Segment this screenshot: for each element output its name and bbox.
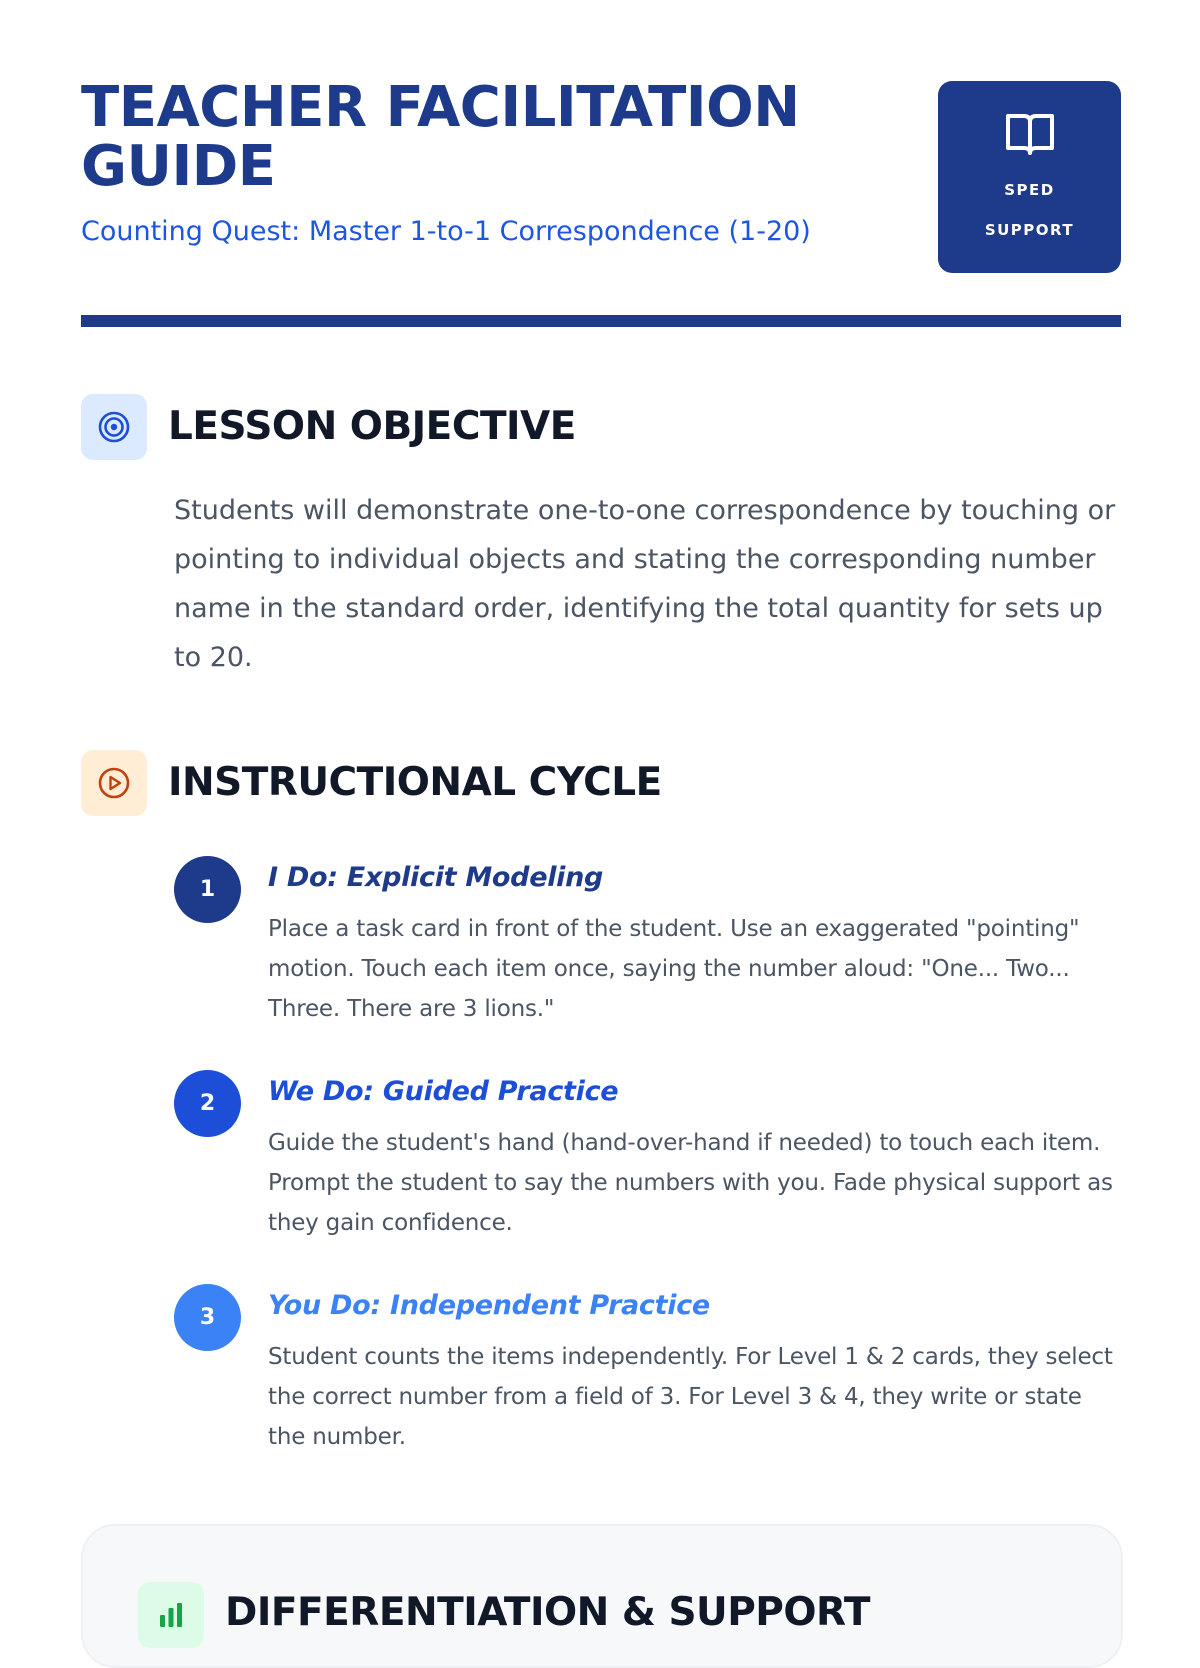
step-title: You Do: Independent Practice (268, 1290, 710, 1321)
open-book-icon (1004, 109, 1056, 157)
objective-icon-box (81, 394, 147, 460)
step-number-badge: 1 (174, 856, 241, 923)
differentiation-card (81, 1524, 1123, 1668)
step-text: Place a task card in front of the student. Use an exaggerated "pointing" motion. Touch each item once, saying the number aloud: "One... Two... Three. There are 3 lions." (268, 916, 1080, 1022)
step-number-badge: 2 (174, 1070, 241, 1137)
cycle-title: INSTRUCTIONAL CYCLE (168, 760, 662, 805)
sped-support-badge (938, 81, 1121, 273)
cycle-step (174, 856, 1124, 1026)
cycle-step (174, 1070, 1124, 1240)
guide-header (81, 75, 1121, 274)
objective-title: LESSON OBJECTIVE (168, 404, 576, 449)
step-title: I Do: Explicit Modeling (268, 862, 604, 893)
objective-text: Students will demonstrate one-to-one correspondence by touching or pointing to individual objects and stating the corresponding number name in the standard order, identifying the total quantity for sets up to 20. (174, 495, 1116, 673)
differentiation-title: DIFFERENTIATION & SUPPORT (225, 1590, 870, 1635)
play-circle-icon (98, 767, 130, 799)
step-number-badge: 3 (174, 1284, 241, 1351)
step-text: Guide the student's hand (hand-over-hand if needed) to touch each item. Prompt the student to say the numbers with you. Fade physical support as they gain confidence. (268, 1130, 1113, 1236)
page-title: TEACHER FACILITATION GUIDE (81, 75, 800, 199)
cycle-icon-box (81, 750, 147, 816)
header-divider (81, 315, 1121, 327)
differentiation-icon-box (138, 1582, 204, 1648)
chart-icon (155, 1599, 187, 1631)
badge-label-sped: SPED (1004, 181, 1055, 199)
cycle-step (174, 1284, 1124, 1454)
badge-label-support: SUPPORT (984, 221, 1075, 239)
step-text: Student counts the items independently. For Level 1 & 2 cards, they select the correct number from a field of 3. For Level 3 & 4, they write or state the number. (268, 1344, 1113, 1450)
target-icon (98, 411, 130, 443)
page-subtitle: Counting Quest: Master 1-to-1 Correspondence (1-20) (81, 216, 811, 247)
step-title: We Do: Guided Practice (268, 1076, 619, 1107)
